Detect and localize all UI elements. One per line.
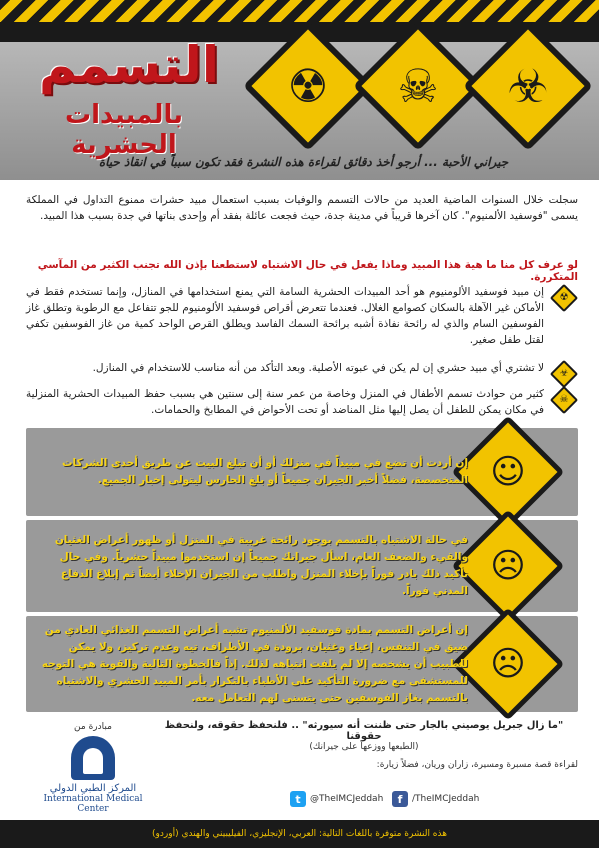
story-note: لقراءة قصة مسبرة ومسيرة، زاران وريان، فضلاً زيارة: [376, 760, 578, 770]
advice-panel-text: في حالة الاشتباه بالتسمم بوجود رائحة غريبة في المنزل أو ظهور أعراض الغثيان والقيء والضعف العام، اسأل جيرانك جميعاً إن استخدموا مبيداً حشرياً. وفي حال تأكيد ذلك بادر فوراً بإخلاء المنزل واطلب من الجيران الإخلاء أيضاً ثم إبلاغ الدفاع المدني فوراً. [54, 534, 468, 597]
page-title: التسمم [39, 36, 219, 94]
info-item [26, 284, 578, 348]
biohazard-icon: ☣ [507, 59, 549, 113]
hadith-quote: "ما زال جبريل يوصيني بالجار حتى ظننت أنه سيورثه" .. فلنحفظ حقوقه، ولنحفظ حقوقنا [164, 720, 564, 742]
info-item [26, 386, 578, 418]
sick-person-icon: ☹ [451, 509, 564, 622]
info-item-text: إن مبيد فوسفيد الألومنيوم هو أحد المبيدات الحشرية السامة التي يمنع استخدامها في المنازل، وإنما تستخدم فقط في الأماكن غير الآهلة بالسكان كصوامع الغلال. فعندما تتعرض أقراص فوسفيد الألومنيوم للجو تتفاعل مع الرطوبة وتطلق غاز الفوسفين السام والذي له رائحة نفاذة أشبه برائحة السمك الفاسد ويطلق القرص الواحد كمية من غاز الفوسفين تكفي لقتل طفل صغير. [26, 286, 544, 346]
twitter-link[interactable] [290, 790, 383, 808]
distribute-note: (الطبعها ووزعها على جيرانك) [309, 742, 419, 752]
tagline: جيراني الأحبة ... أرجو أخذ دقائق لقراءة هذه النشرة فقد تكون سبباً في انقاذ حياة [98, 155, 509, 169]
advice-panel [26, 520, 578, 612]
info-item [26, 360, 578, 379]
facebook-link[interactable] [392, 790, 479, 808]
imc-logo [28, 722, 158, 814]
advice-panel [26, 428, 578, 516]
advice-panel [26, 616, 578, 712]
biohazard-icon: ☣ [550, 360, 578, 388]
info-item-text: لا تشتري أي مبيد حشري إن لم يكن في عبوته الأصلية. وبعد التأكد من أنه مناسب للاستخدام في المنازل. [92, 362, 544, 374]
advice-panel-text: إن أردت أن تضع في مبيداً في منزلك أو أن تبلغ البيت عن طريق أحدى الشركات المتخصصة، فضلاً أخبر الجيران جميعاً أو بلغ الحارس ليتولى إخبار الجميع. [61, 457, 468, 486]
twitter-handle: @TheIMCJeddah [310, 794, 384, 804]
vomiting-icon: ☹ [451, 607, 564, 720]
initiative-label: مبادرة من [74, 722, 112, 732]
radiation-icon: ☢ [287, 59, 329, 113]
skull-icon: ☠ [550, 386, 578, 414]
facebook-icon: f [392, 791, 408, 807]
info-item-text: كثير من حوادث تسمم الأطفال في المنزل وخاصة من عمر سنة إلى سنتين هي بسبب حفظ المبيدات الحشرية المنزلية في مكان يمكن للطفل أن يصل إليها مثل المناضد أو تحت الأحواض في المطابخ والحمامات. [26, 388, 544, 416]
skull-icon: ☠ [397, 59, 439, 113]
discussion-icon: ☺ [451, 415, 564, 528]
facebook-handle: /TheIMCJeddah [412, 794, 480, 804]
radiation-icon: ☢ [550, 284, 578, 312]
imc-name-english: International Medical Center [43, 794, 143, 814]
warning-line: لو عرف كل منا ما هية هذا المبيد وماذا يفعل في حال الاشتباه لاستطعنا بإذن الله تجنب الكثير من المآسي المتكررة. [37, 259, 578, 283]
hazard-stripe-top [0, 0, 599, 22]
imc-name-arabic: المركز الطبي الدولي [49, 783, 137, 794]
footer-languages: هذه النشرة متوفرة باللغات التالية: العربي، الإنجليزي، الفيليبيني والهندي (أوردو) [0, 820, 599, 848]
imc-arch-icon [71, 736, 115, 780]
intro-paragraph: سجلت خلال السنوات الماضية العديد من حالات التسمم والوفيات بسبب استعمال مبيد حشرات ممنوع التداول في المملكة يسمى "فوسفيد الألمنيوم". كان آخرها قريباً في مدينة جدة، حيث فجعت عائلة بفقد أم وإحدى بناتها في جدة بسبب هذا المبيد. [26, 194, 578, 222]
advice-panel-text: إن أعراض التسمم بمادة فوسفيد الألمنيوم تشبه أعراض التسمم الغذائي العادي من ضيق في التنفس، إعياء وغثيان، برودة في الأطراف، تيه وعدم تركيز، ولا يمكن للطبيب أن يشخصه إلا لم يلفت انتباهه لذلك. إذاً فالخطوة التالية والقوية هي التوجه للمستشفى مع ضرورة التأكيد على الأطباء بالتكرار بأمر المبيد الحشري والاشتباه بالتسمم بغاز الفوسفين حتى يتسنى لهم التعامل معه. [41, 623, 468, 704]
twitter-icon: t [290, 791, 306, 807]
page-subtitle: بالمبيدات الحشرية [64, 100, 183, 160]
